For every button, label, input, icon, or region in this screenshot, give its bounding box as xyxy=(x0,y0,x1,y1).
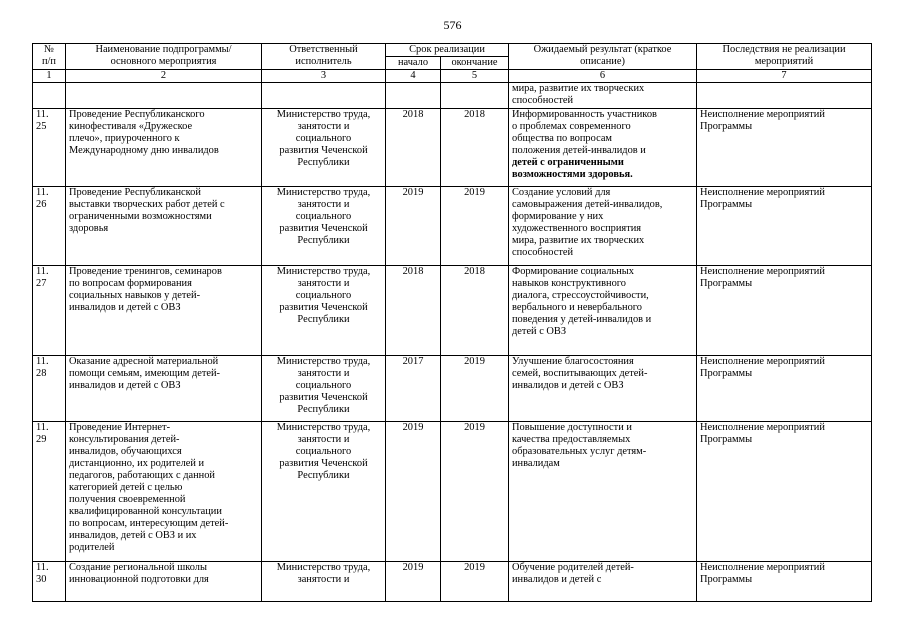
cell-empty xyxy=(697,83,872,109)
cell-name: Проведение тренингов, семинаров по вопросам формирования социальных навыков у детей- инвалидов и детей с ОВЗ xyxy=(66,266,262,356)
header-end: окончание xyxy=(441,57,509,70)
cell-executor: Министерство труда, занятости и социального развития Чеченской Республики xyxy=(262,422,386,562)
cell-start: 2018 xyxy=(386,266,441,356)
cell-name: Создание региональной школы инновационной подготовки для xyxy=(66,562,262,602)
cell-start: 2018 xyxy=(386,109,441,187)
column-number: 4 xyxy=(386,70,441,83)
page-number: 576 xyxy=(443,18,462,32)
cell-consequence: Неисполнение мероприятий Программы xyxy=(697,109,872,187)
cell-result xyxy=(509,422,697,562)
table-row xyxy=(33,187,872,266)
cell-executor: Министерство труда, занятости и социального развития Чеченской Республики xyxy=(262,266,386,356)
header-consequence: Последствия не реализации мероприятий xyxy=(697,44,872,70)
cell-consequence: Неисполнение мероприятий Программы xyxy=(697,356,872,422)
cell-num: 11. 30 xyxy=(33,562,66,602)
cell-executor: Министерство труда, занятости и социального развития Чеченской Республики xyxy=(262,187,386,266)
cell-end: 2018 xyxy=(441,266,509,356)
cell-start: 2017 xyxy=(386,356,441,422)
header-name: Наименование подпрограммы/ основного мероприятия xyxy=(66,44,262,70)
cell-consequence: Неисполнение мероприятий Программы xyxy=(697,266,872,356)
cell-name: Проведение Интернет- консультирования детей- инвалидов, обучающихся дистанционно, их родителей и педагогов, работающих с данной категорией детей с целью получения своевременной квалифицированной консультации по вопросам, интересующим детей- инвалидов, детей с ОВЗ и их родителей xyxy=(66,422,262,562)
cell-name: Проведение Республиканской выставки творческих работ детей с ограниченными возможностями здоровья xyxy=(66,187,262,266)
header-start: начало xyxy=(386,57,441,70)
cell-end: 2019 xyxy=(441,562,509,602)
cell-empty xyxy=(33,83,66,109)
cell-num: 11. 28 xyxy=(33,356,66,422)
cell-result xyxy=(509,109,697,187)
column-number: 7 xyxy=(697,70,872,83)
cell-end: 2019 xyxy=(441,422,509,562)
column-number-row xyxy=(33,70,872,83)
result-text: Повышение доступности и качества предоставляемых образовательных услуг детям- инвалидам xyxy=(512,422,647,469)
cell-empty xyxy=(262,83,386,109)
result-text-bold: детей с ограниченными возможностями здоровья. xyxy=(512,157,633,180)
result-text: Улучшение благосостояния семей, воспитывающих детей- инвалидов и детей с ОВЗ xyxy=(512,356,648,391)
cell-consequence: Неисполнение мероприятий Программы xyxy=(697,422,872,562)
cell-executor: Министерство труда, занятости и социального развития Чеченской Республики xyxy=(262,109,386,187)
cell-end: 2018 xyxy=(441,109,509,187)
result-text: Обучение родителей детей- инвалидов и детей с xyxy=(512,562,634,585)
cell-empty xyxy=(386,83,441,109)
header-executor: Ответственный исполнитель xyxy=(262,44,386,70)
cell-consequence: Неисполнение мероприятий Программы xyxy=(697,187,872,266)
cell-result xyxy=(509,266,697,356)
cell-name: Оказание адресной материальной помощи семьям, имеющим детей- инвалидов и детей с ОВЗ xyxy=(66,356,262,422)
header-row xyxy=(33,44,872,57)
cell-empty xyxy=(441,83,509,109)
cell-num: 11. 27 xyxy=(33,266,66,356)
result-text: Формирование социальных навыков конструктивного диалога, стрессоустойчивости, вербального и невербального поведения у детей-инвалидов и детей с ОВЗ xyxy=(512,266,652,337)
cell-num: 11. 29 xyxy=(33,422,66,562)
table-row-continuation xyxy=(33,83,872,109)
cell-end: 2019 xyxy=(441,356,509,422)
cell-num: 11. 26 xyxy=(33,187,66,266)
table-row xyxy=(33,266,872,356)
program-table xyxy=(32,43,872,602)
column-number: 3 xyxy=(262,70,386,83)
column-number: 5 xyxy=(441,70,509,83)
cell-executor: Министерство труда, занятости и xyxy=(262,562,386,602)
column-number: 1 xyxy=(33,70,66,83)
cell-result: мира, развитие их творческих способностей xyxy=(509,83,697,109)
cell-result xyxy=(509,562,697,602)
cell-executor: Министерство труда, занятости и социального развития Чеченской Республики xyxy=(262,356,386,422)
header-period: Срок реализации xyxy=(386,44,509,57)
result-text: Создание условий для самовыражения детей-инвалидов, формирование у них художественного восприятия мира, развитие их творческих способностей xyxy=(512,187,663,258)
header-result: Ожидаемый результат (краткое описание) xyxy=(509,44,697,70)
table-row xyxy=(33,109,872,187)
column-number: 2 xyxy=(66,70,262,83)
cell-result xyxy=(509,356,697,422)
table-row xyxy=(33,422,872,562)
cell-consequence: Неисполнение мероприятий Программы xyxy=(697,562,872,602)
cell-end: 2019 xyxy=(441,187,509,266)
cell-result xyxy=(509,187,697,266)
table-row xyxy=(33,562,872,602)
cell-empty xyxy=(66,83,262,109)
cell-num: 11. 25 xyxy=(33,109,66,187)
cell-start: 2019 xyxy=(386,422,441,562)
table-row xyxy=(33,356,872,422)
cell-start: 2019 xyxy=(386,562,441,602)
cell-name: Проведение Республиканского кинофестиваля «Дружеское плечо», приуроченного к Международному дню инвалидов xyxy=(66,109,262,187)
column-number: 6 xyxy=(509,70,697,83)
result-text: Информированность участников о проблемах современного общества по вопросам положения детей-инвалидов и xyxy=(512,109,657,156)
cell-start: 2019 xyxy=(386,187,441,266)
header-num: № п/п xyxy=(33,44,66,70)
